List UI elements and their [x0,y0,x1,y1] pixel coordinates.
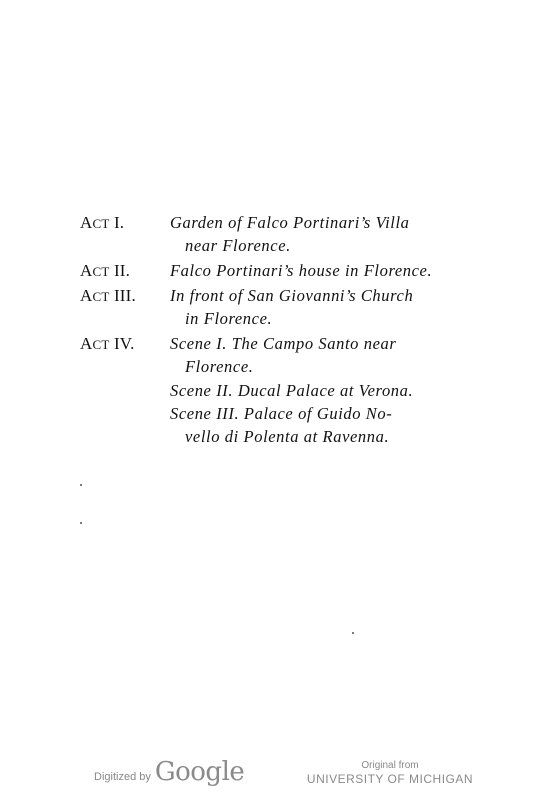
scene-line: Scene III. Palace of Guido No- [170,404,393,423]
digitized-by-google-watermark [94,757,244,787]
act-description [170,259,460,284]
act-label: ACT III. [80,286,136,305]
scene-line: near Florence. [185,236,291,255]
act-description [170,211,460,257]
act-row-2 [80,259,460,284]
scene-line: In front of San Giovanni’s Church [170,286,414,305]
original-from-text: Original from [361,760,419,771]
scene-line: Garden of Falco Portinari’s Villa [170,213,410,232]
scene-list [80,211,460,448]
act-description [170,284,460,330]
google-logo: Google [154,757,245,787]
scene-line: Scene II. Ducal Palace at Verona. [170,381,414,400]
scene-line: Scene I. The Campo Santo near [170,334,397,353]
scan-speck [80,522,82,524]
act-row-1 [80,211,460,257]
scan-speck [80,484,82,486]
act-row-4 [80,332,460,448]
act-row-3 [80,284,460,330]
scene-line: vello di Polenta at Ravenna. [185,427,390,446]
act-label: ACT I. [80,213,125,232]
digitized-by-text: Digitized by [94,771,151,783]
scan-speck [352,632,354,634]
original-from-watermark [300,760,480,787]
institution-name: UNIVERSITY OF MICHIGAN [306,772,474,786]
scene-line: Florence. [185,357,254,376]
act-description [170,332,460,448]
act-label: ACT IV. [80,334,135,353]
scene-line: in Florence. [185,309,273,328]
act-label: ACT II. [80,261,131,280]
scene-line: Falco Portinari’s house in Florence. [170,261,433,280]
